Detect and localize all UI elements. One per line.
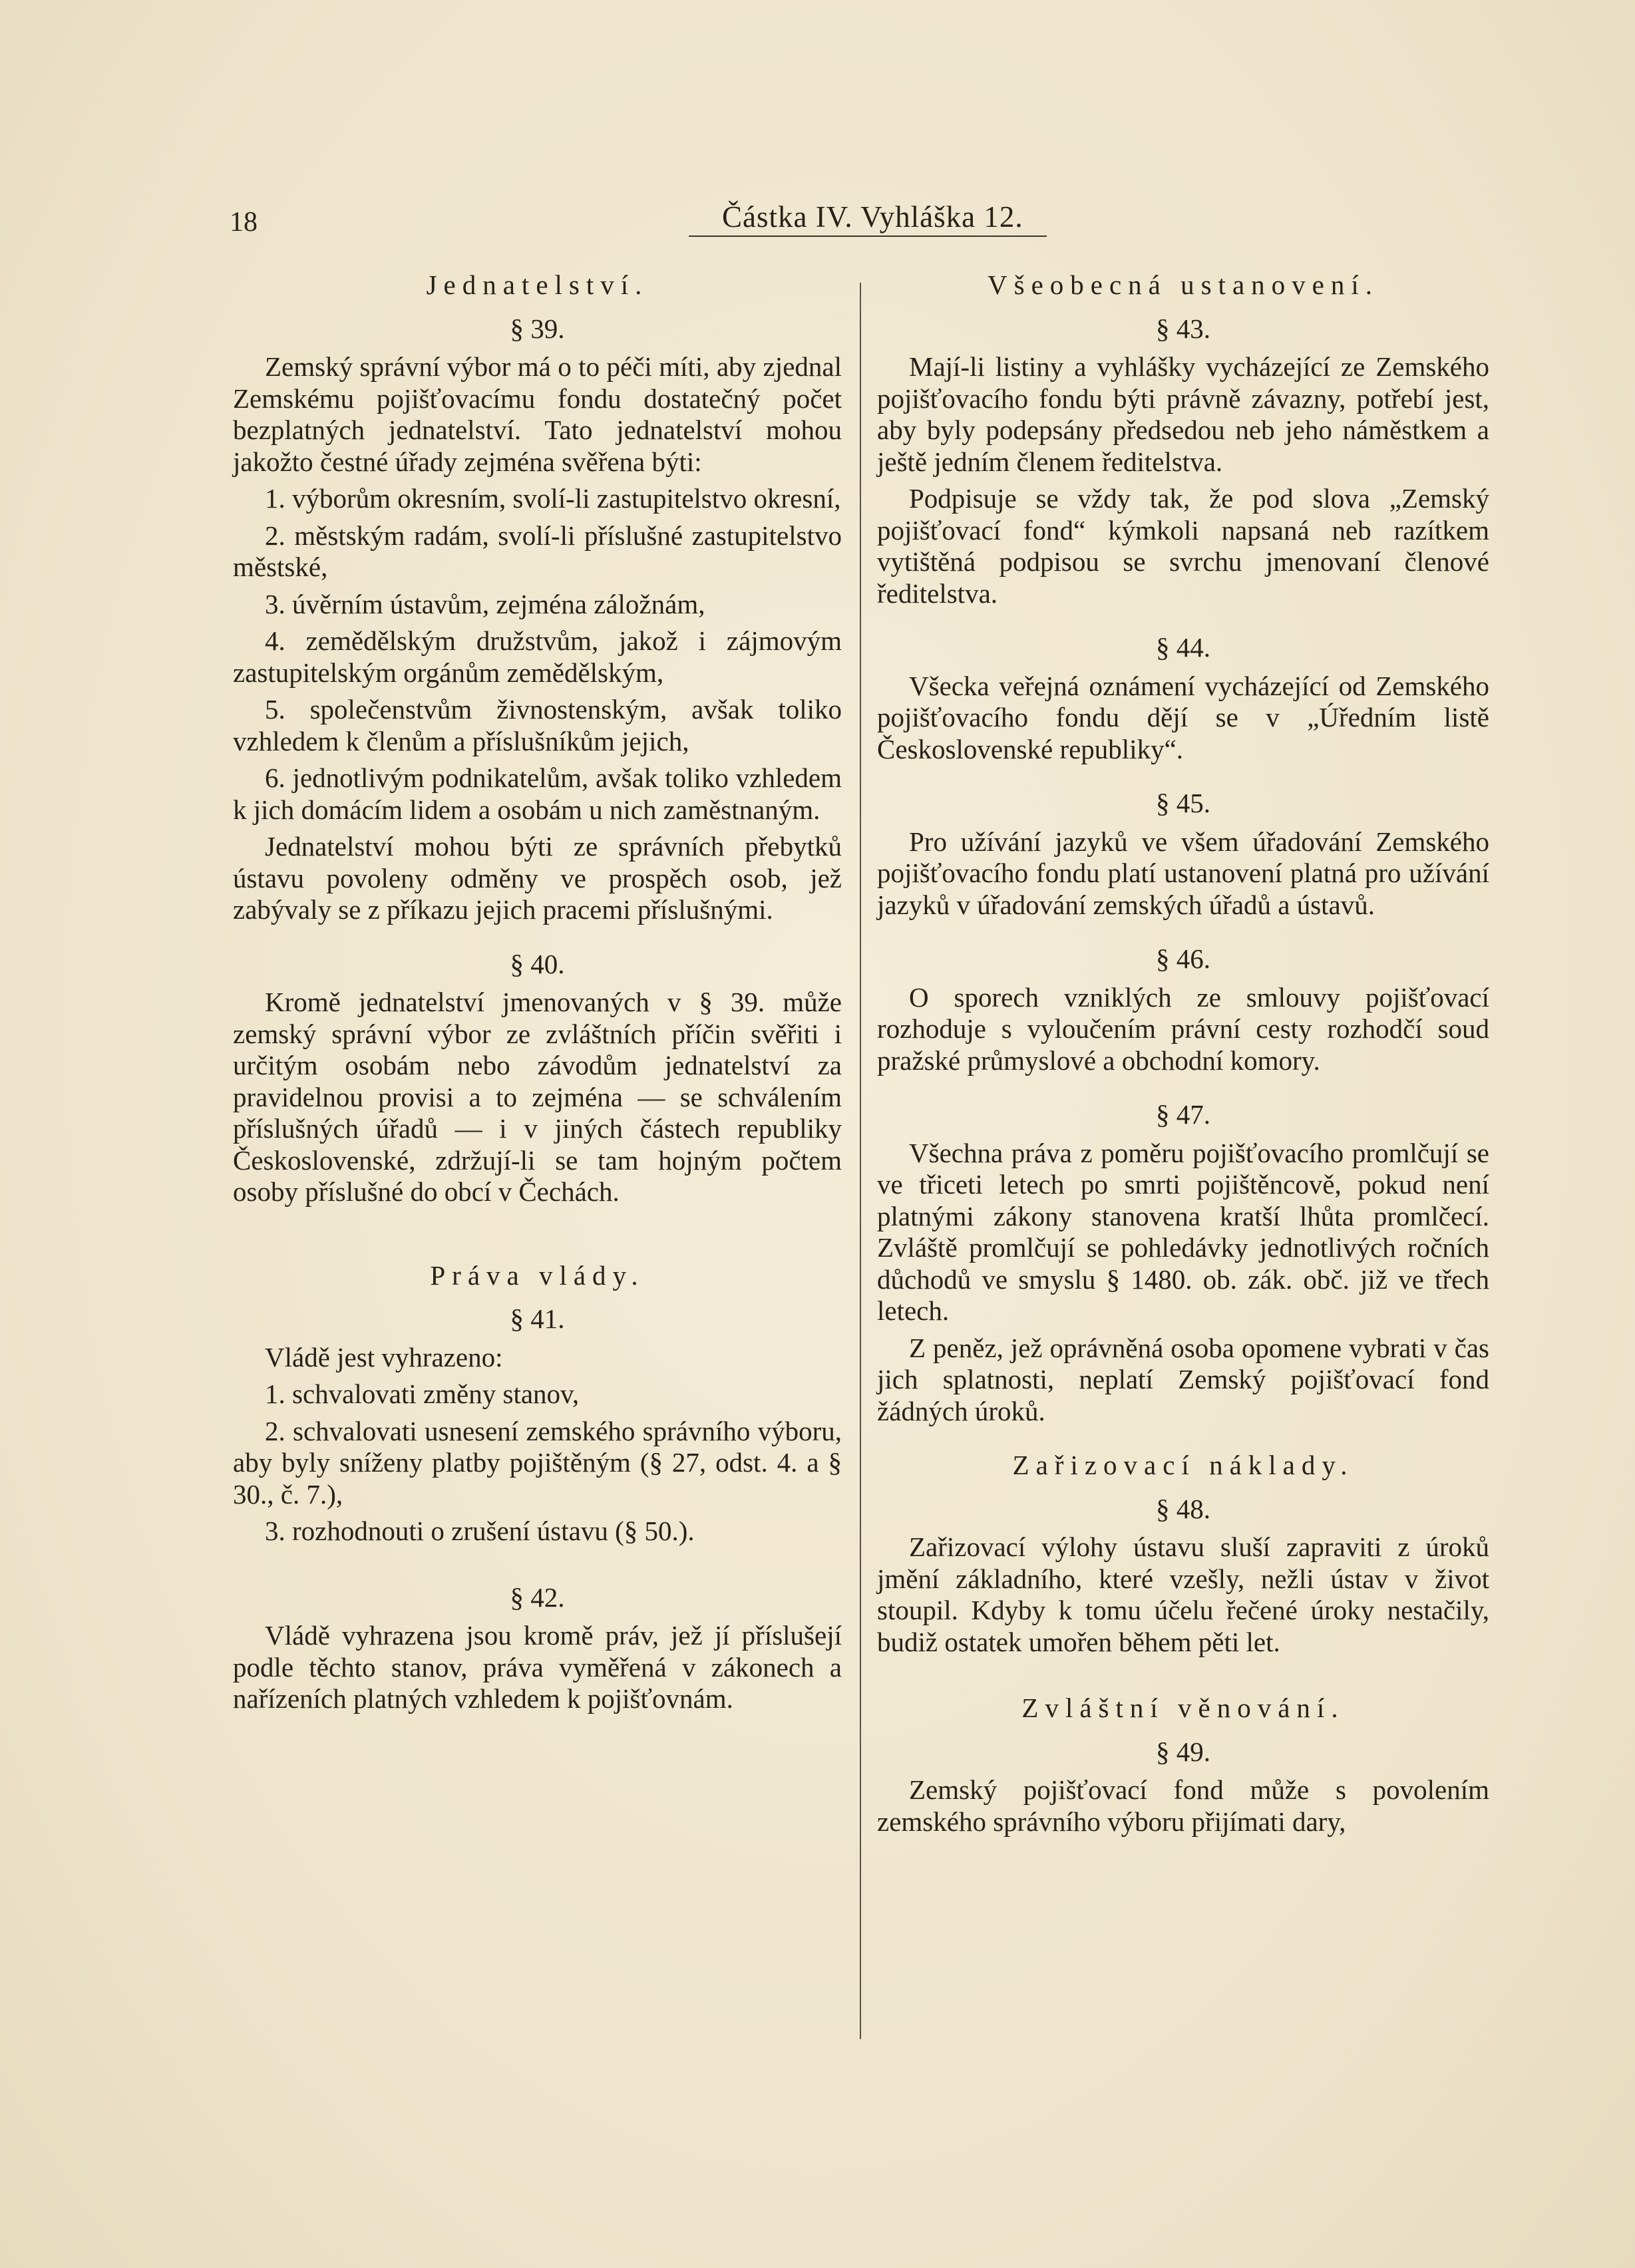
list-item: 2. městským radám, svolí-li příslušné zastupitelstvo městské, xyxy=(233,520,842,582)
list-item: 1. výborům okresním, svolí-li zastupitelstvo okresní, xyxy=(265,483,841,514)
paragraph-text: Zařizovací výlohy ústavu sluší zapraviti z úroků jmění základního, které vzešly, nežli ústav v život stoupil. Kdyby k tomu účelu řečené úroky nestačily, budiž ostatek umořen během pěti let. xyxy=(877,1532,1489,1657)
paragraph-number: § 44. xyxy=(1156,632,1210,663)
right-column xyxy=(877,269,1489,1843)
paragraph-text: Všechna práva z poměru pojišťovacího promlčují se ve třiceti letech po smrti pojištěncově, pokud není platnými zákony stanovena kratší lhůta promlčecí. Zvláště promlčují se pohledávky jednotlivých ročních důchodů ve smyslu § 1480. ob. zák. obč. již ve třech letech. xyxy=(877,1137,1489,1326)
page-header xyxy=(230,200,1391,253)
section-heading: Jednatelství. xyxy=(426,269,649,300)
paragraph-text: Z peněz, jež oprávněná osoba opomene vybrati v čas jich splatnosti, neplatí Zemský pojišťovací fond žádných úroků. xyxy=(877,1332,1489,1426)
list-item: 6. jednotlivým podnikatelům, avšak toliko vzhledem k jich domácím lidem a osobám u nich zaměstnaným. xyxy=(233,762,842,825)
paragraph-number: § 47. xyxy=(1156,1099,1210,1130)
column-divider xyxy=(860,283,861,2039)
paragraph-text: Vládě jest vyhrazeno: xyxy=(265,1341,503,1373)
list-item: 1. schvalovati změny stanov, xyxy=(265,1378,580,1409)
section-heading: Všeobecná ustanovení. xyxy=(988,269,1379,300)
list-item: 3. rozhodnouti o zrušení ústavu (§ 50.). xyxy=(265,1516,695,1546)
paragraph-number: § 39. xyxy=(510,313,565,344)
list-item: 4. zemědělským družstvům, jakož i zájmovým zastupitelským orgánům zemědělským, xyxy=(233,625,842,688)
paragraph-number: § 49. xyxy=(1156,1736,1210,1767)
paragraph-text: Pro užívání jazyků ve všem úřadování Zemského pojišťovacího fondu platí ustanovení platná pro užívání jazyků v úřadování zemských úřadů a ústavů. xyxy=(877,826,1489,920)
paragraph-text: Zemský pojišťovací fond může s povolením zemského správního výboru přijímati dary, xyxy=(877,1774,1489,1837)
paragraph-text: Podpisuje se vždy tak, že pod slova „Zemský pojišťovací fond“ kýmkoli napsaná neb razítkem vytištěná podpisou se svrchu jmenovaní členové ředitelstva. xyxy=(877,483,1489,609)
paragraph-number: § 48. xyxy=(1156,1493,1210,1524)
list-item: 3. úvěrním ústavům, zejména záložnám, xyxy=(265,588,705,619)
list-item: 5. společenstvům živnostenským, avšak toliko vzhledem k členům a příslušníkům jejich, xyxy=(233,694,842,756)
paragraph-number: § 42. xyxy=(510,1581,565,1613)
page-number: 18 xyxy=(230,207,258,238)
section-heading: Práva vlády. xyxy=(430,1259,645,1291)
paragraph-text: Vládě vyhrazena jsou kromě práv, jež jí příslušejí podle těchto stanov, práva vyměřená v zákonech a nařízeních platných vzhledem k pojišťovnám. xyxy=(233,1620,842,1714)
left-column xyxy=(233,269,842,1720)
paragraph-number: § 40. xyxy=(510,948,565,979)
paragraph-text: O sporech vzniklých ze smlouvy pojišťovací rozhoduje s vyloučením právní cesty rozhodčí soud pražské průmyslové a obchodní komory. xyxy=(877,981,1489,1076)
paragraph-text: Všecka veřejná oznámení vycházející od Zemského pojišťovacího fondu dějí se v „Úředním listě Československé republiky“. xyxy=(877,670,1489,764)
paragraph-text: Kromě jednatelství jmenovaných v § 39. může zemský správní výbor ze zvláštních příčin svěřiti i určitým osobám nebo závodům jednatelství za pravidelnou provisi a to zejména — se schválením příslušných úřadů — i v jiných částech republiky Československé, zdržují-li se tam hojným počtem osoby příslušné do obcí v Čechách. xyxy=(233,987,842,1207)
list-item: 2. schvalovati usnesení zemského správního výboru, aby byly sníženy platby pojištěným (§ 27, odst. 4. a § 30., č. 7.), xyxy=(233,1415,842,1510)
section-heading: Zařizovací náklady. xyxy=(1012,1450,1354,1480)
paragraph-number: § 41. xyxy=(510,1303,565,1334)
paragraph-number: § 45. xyxy=(1156,788,1210,818)
paragraph-text: Zemský správní výbor má o to péči míti, aby zjednal Zemskému pojišťovacímu fondu dostatečný počet bezplatných jednatelství. Tato jednatelství mohou jakožto čestné úřady zejména svěřena býti: xyxy=(233,351,842,477)
paragraph-number: § 43. xyxy=(1156,313,1210,344)
section-heading: Zvláštní věnování. xyxy=(1021,1693,1345,1723)
running-title: Částka IV. Vyhláška 12. xyxy=(689,200,1047,237)
paragraph-text: Jednatelství mohou býti ze správních přebytků ústavu povoleny odměny ve prospěch osob, jež zabývaly se z příkazu jejich pracemi příslušnými. xyxy=(233,831,842,925)
paragraph-number: § 46. xyxy=(1156,943,1210,974)
paragraph-text: Mají-li listiny a vyhlášky vycházející ze Zemského pojišťovacího fondu býti právně závazny, potřebí jest, aby byly podepsány předsedou neb jeho náměstkem a ještě jedním členem ředitelstva. xyxy=(877,351,1489,477)
